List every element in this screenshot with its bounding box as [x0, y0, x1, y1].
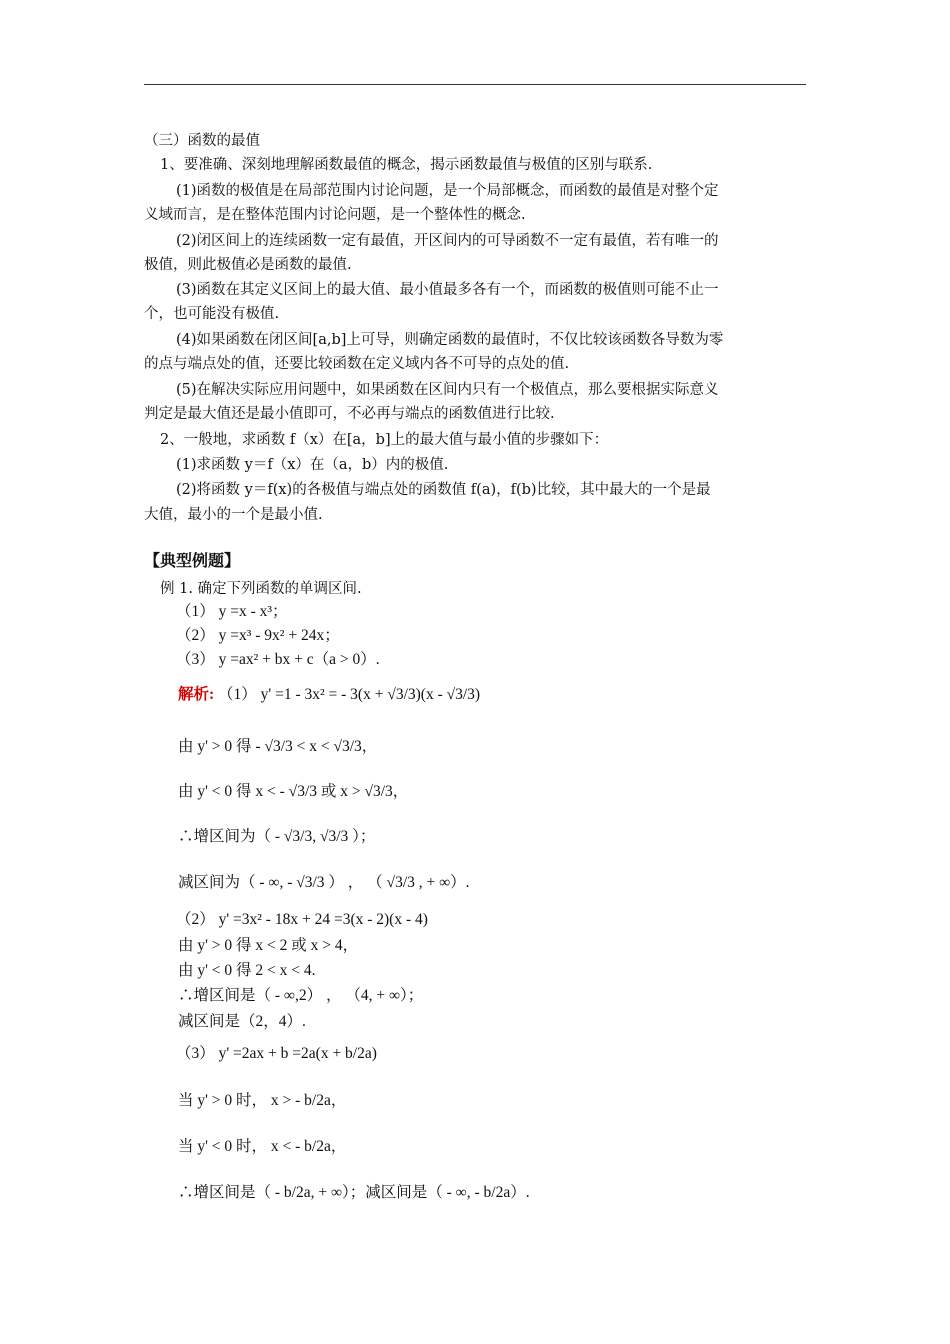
section-title: （三）函数的最值	[144, 133, 260, 149]
example-1-title: 例 1. 确定下列函数的单调区间.	[160, 581, 362, 597]
item-4-line-1: (4)如果函数在闭区间[a,b]上可导，则确定函数的最值时，不仅比较该函数各导数为零	[176, 332, 724, 348]
solution-1-line-1	[178, 686, 480, 704]
solution-3-line-4: ∴增区间是（ - b/2a, + ∞）；减区间是（ - ∞, - b/2a）.	[178, 1184, 530, 1201]
example-1-question-1: （1） y =x - x³；	[176, 603, 288, 620]
item-3-line-2: 个，也可能没有极值.	[144, 306, 280, 322]
item-5-line-2: 判定是最大值还是最小值即可，不必再与端点的函数值进行比较.	[144, 406, 555, 422]
solution-2-line-3: 由 y' < 0 得 2 < x < 4.	[178, 962, 316, 979]
solution-2-line-4: ∴增区间是（ - ∞,2） ， （4, + ∞）；	[178, 987, 424, 1004]
solution-1-line-2: 由 y' > 0 得 - √3/3 < x < √3/3，	[178, 738, 378, 755]
solution-1-line-3: 由 y' < 0 得 x < - √3/3 或 x > √3/3，	[178, 783, 409, 800]
paragraph-2: 2、一般地，求函数 f（x）在[a，b]上的最大值与最小值的步骤如下：	[160, 432, 609, 448]
examples-heading: 【典型例题】	[144, 551, 241, 570]
step-2-line-2: 大值，最小的一个是最小值.	[144, 507, 323, 523]
solution-2-line-5: 减区间是（2，4）.	[178, 1013, 306, 1030]
item-1-line-1: (1)函数的极值是在局部范围内讨论问题，是一个局部概念，而函数的最值是对整个定	[176, 183, 719, 199]
header-rule	[144, 84, 806, 85]
solution-3-line-2: 当 y' > 0 时， x > - b/2a，	[178, 1092, 347, 1109]
example-1-question-3: （3） y =ax² + bx + c（a > 0）.	[176, 651, 380, 668]
solution-2-line-1: （2） y' =3x² - 18x + 24 =3(x - 2)(x - 4)	[176, 911, 428, 928]
analysis-label: 解析:	[178, 686, 215, 703]
solution-1-line-4: ∴增区间为（ - √3/3, √3/3 ）；	[178, 828, 376, 845]
item-2-line-1: (2)闭区间上的连续函数一定有最值，开区间内的可导函数不一定有最值，若有唯一的	[176, 233, 719, 249]
item-1-line-2: 义域而言，是在整体范围内讨论问题，是一个整体性的概念.	[144, 207, 526, 223]
step-2-line-1: (2)将函数 y＝f(x)的各极值与端点处的函数值 f(a)，f(b)比较，其中最大的一个是最	[176, 482, 711, 498]
item-4-line-2: 的点与端点处的值，还要比较函数在定义域内各不可导的点处的值.	[144, 356, 570, 372]
solution-2-line-2: 由 y' > 0 得 x < 2 或 x > 4，	[178, 937, 359, 954]
solution-1-line-5: 减区间为（ - ∞, - √3/3 ） ， （ √3/3 , + ∞）.	[178, 874, 470, 891]
example-1-question-2: （2） y =x³ - 9x² + 24x；	[176, 627, 340, 644]
solution-1-derivative: （1） y' =1 - 3x² = - 3(x + √3/3)(x - √3/3)	[218, 686, 481, 703]
step-1: (1)求函数 y＝f（x）在（a，b）内的极值.	[176, 457, 449, 473]
item-3-line-1: (3)函数在其定义区间上的最大值、最小值最多各有一个，而函数的极值则可能不止一	[176, 282, 719, 298]
item-2-line-2: 极值，则此极值必是函数的最值.	[144, 257, 352, 273]
paragraph-1: 1、要准确、深刻地理解函数最值的概念，揭示函数最值与极值的区别与联系.	[160, 157, 653, 173]
item-5-line-1: (5)在解决实际应用问题中，如果函数在区间内只有一个极值点，那么要根据实际意义	[176, 382, 719, 398]
solution-3-line-3: 当 y' < 0 时， x < - b/2a，	[178, 1138, 347, 1155]
solution-3-line-1: （3） y' =2ax + b =2a(x + b/2a)	[176, 1045, 377, 1062]
